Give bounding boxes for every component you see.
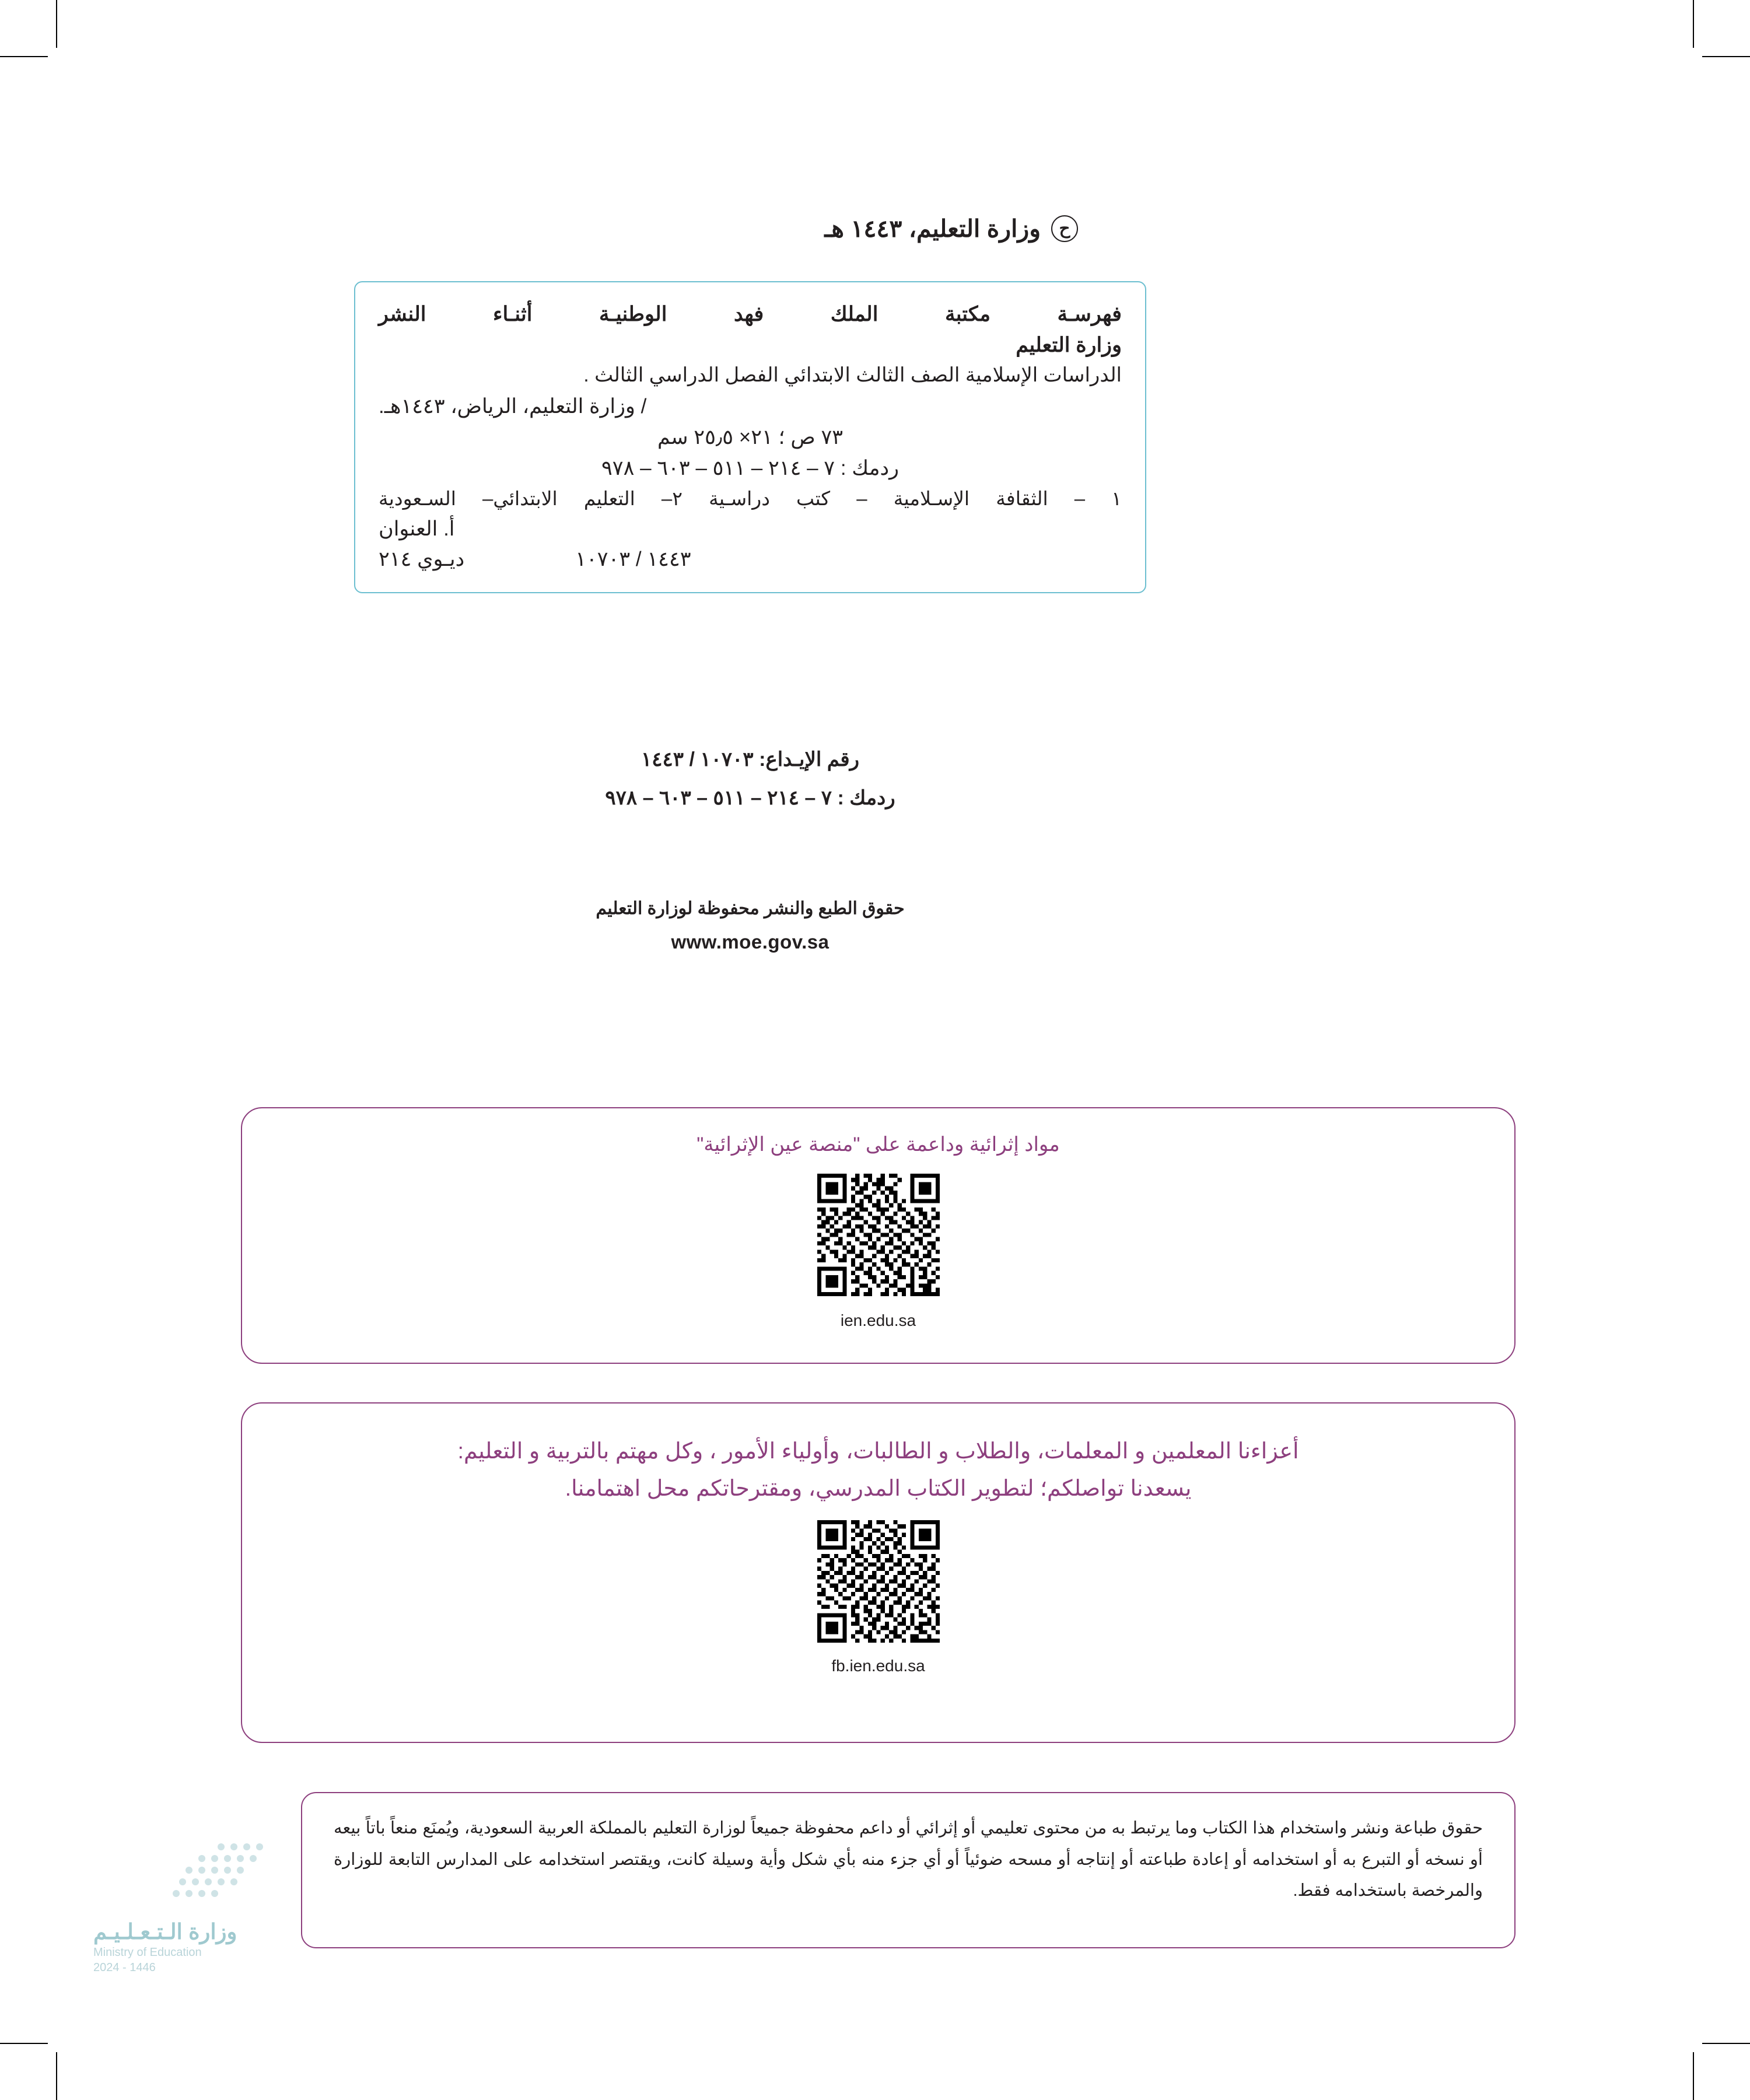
contact-box (241, 1402, 1516, 1743)
qr-code-ien[interactable] (817, 1174, 940, 1296)
logo-years: 2024 - 1446 (93, 1961, 156, 1975)
crop-mark-bottom-right-vertical (1693, 2052, 1694, 2100)
crop-mark-top-left-vertical (56, 0, 57, 48)
ien-platform-box (241, 1107, 1516, 1364)
crop-mark-bottom-right-horizontal (1702, 2043, 1750, 2044)
logo-dots-icon (169, 1838, 271, 1910)
copyright-icon: ح (1051, 215, 1078, 242)
catalog-dewey: ديـوي ٢١٤ (379, 547, 465, 570)
contact-line-2: يسعدنا تواصلكم؛ لتطوير الكتاب المدرسي، ومقترحاتكم محل اهتمامنا. (565, 1476, 1192, 1501)
rights-statement: حقوق الطبع والنشر محفوظة لوزارة التعليم (596, 899, 905, 918)
catalog-line-7: ١ – الثقافة الإسـلامية – كتب دراسـية ٢– التعليم الابتدائي– السـعودية (379, 487, 1122, 509)
crop-mark-top-right-vertical (1693, 0, 1694, 48)
legal-notice-text: حقوق طباعة ونشر واستخدام هذا الكتاب وما يرتبط به من محتوى تعليمي أو إثرائي أو داعم محفوظة جميعاً لوزارة التعليم بالمملكة العربية السعودية، ويُمنَع منعاً باتاً بيعه أو نسخه أو التبرع به أو استخدامه أو إعادة طباعته أو إنتاجه أو مسحه ضوئياً أو أي جزء منه بأي شكل وأية وسيلة كانت، ويقتصر استخدامه على المدارس التابعة للوزارة والمرخصة باستخدامه فقط. (334, 1819, 1483, 1901)
ien-qr-caption: ien.edu.sa (840, 1311, 916, 1329)
catalog-line-4: / وزارة التعليم، الرياض، ١٤٤٣هـ. (379, 395, 647, 418)
crop-mark-bottom-left-horizontal (0, 2043, 48, 2044)
crop-mark-bottom-left-vertical (56, 2052, 57, 2100)
catalog-line-5: ٧٣ ص ؛ ٢١× ٢٥٫٥ سم (657, 426, 844, 449)
facebook-qr-caption: fb.ien.edu.sa (831, 1657, 925, 1675)
legal-notice-box (301, 1792, 1516, 1948)
ministry-website: www.moe.gov.sa (671, 931, 830, 953)
ministry-of-education-logo (93, 1838, 274, 1995)
deposit-number: رقم الإيـداع: ١٠٧٠٣ / ١٤٤٣ (640, 748, 860, 771)
logo-english-name: Ministry of Education (93, 1946, 202, 1959)
catalog-line-3: الدراسات الإسلامية الصف الثالث الابتدائي الفصل الدراسي الثالث . (583, 364, 1122, 387)
contact-line-1: أعزاءنا المعلمين و المعلمات، والطلاب و الطالبات، وأولياء الأمور ، وكل مهتم بالتربية و التعليم: (457, 1439, 1299, 1464)
catalog-dewey-row (379, 544, 1122, 575)
copyright-text: وزارة التعليم، ١٤٤٣ هـ (824, 215, 1041, 242)
catalog-line-8: أ. العنوان (379, 517, 455, 540)
logo-wordmark (93, 1919, 274, 1975)
qr-code-facebook-image (817, 1520, 940, 1643)
ien-box-title: مواد إثرائية وداعمة على "منصة عين الإثرائية" (696, 1133, 1060, 1156)
catalog-line-1: فهرسـة مكتبة الملك فهد الوطنيـة أثنـاء النشر (379, 303, 1122, 326)
isbn-number: ردمك : ٧ – ٢١٤ – ٥١١ – ٦٠٣ – ٩٧٨ (605, 787, 895, 809)
copyright-notice (824, 215, 1078, 243)
qr-code-facebook[interactable] (817, 1520, 940, 1643)
catalog-line-6: ردمك : ٧ – ٢١٤ – ٥١١ – ٦٠٣ – ٩٧٨ (601, 457, 900, 480)
crop-mark-top-left-horizontal (0, 56, 48, 57)
logo-arabic-name: وزارة الـتـعـلـيـم (93, 1920, 237, 1944)
catalog-number: ١٤٤٣ / ١٠٧٠٣ (575, 547, 691, 570)
catalog-line-2: وزارة التعليم (1016, 334, 1122, 357)
qr-code-ien-image (817, 1174, 940, 1296)
cataloging-box (354, 281, 1146, 593)
crop-mark-top-right-horizontal (1702, 56, 1750, 57)
